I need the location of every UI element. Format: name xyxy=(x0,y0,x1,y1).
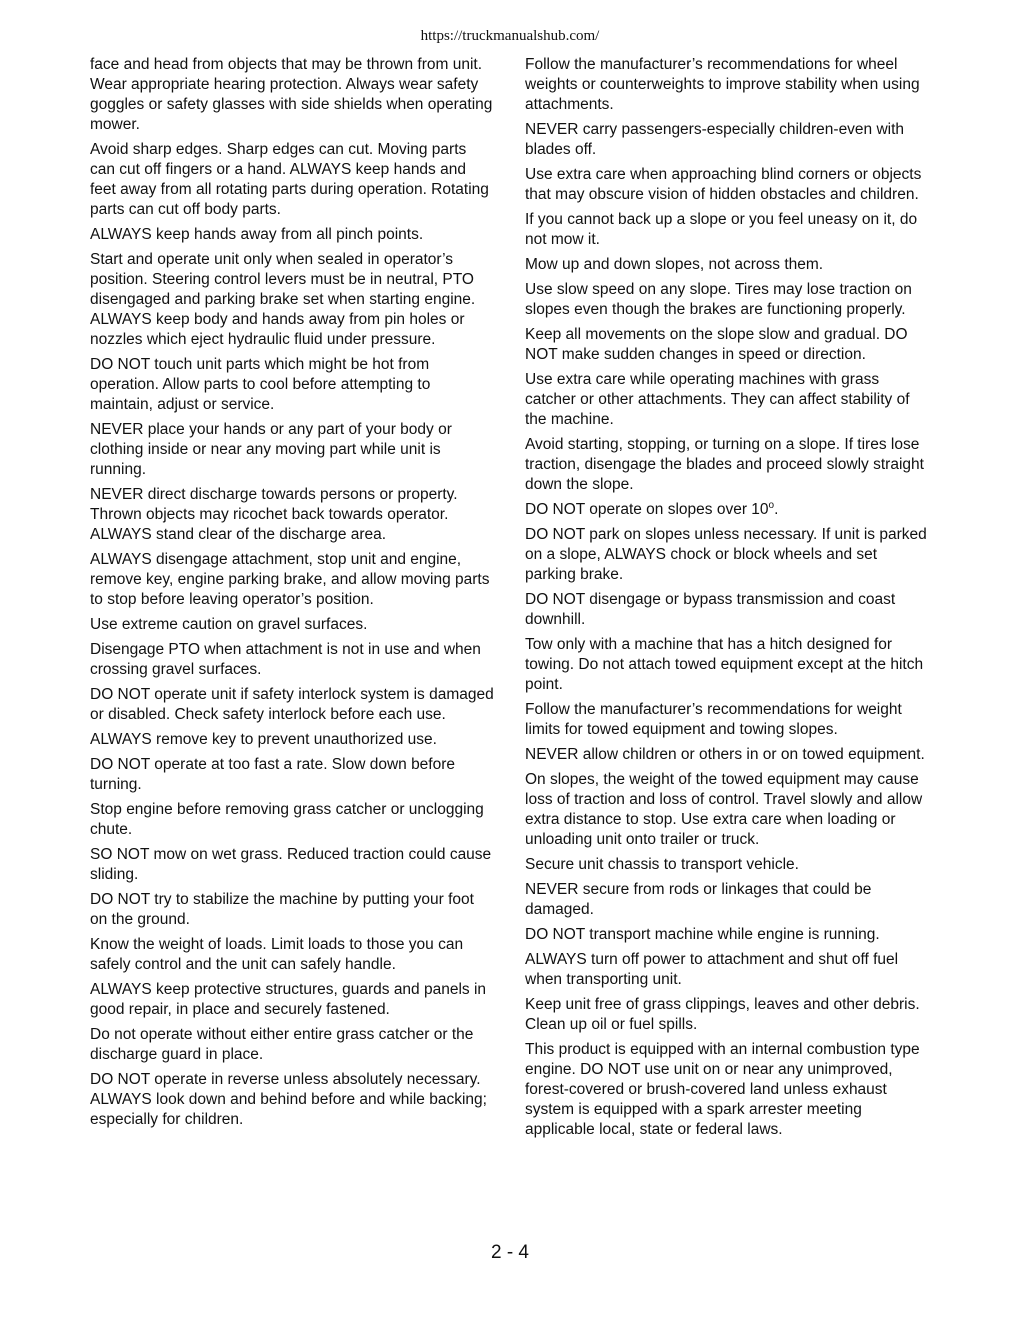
safety-paragraph: DO NOT park on slopes unless necessary. If unit is parked on a slope, ALWAYS chock or block wheels and set parking brake. xyxy=(525,526,927,583)
safety-paragraph: DO NOT operate in reverse unless absolutely necessary. ALWAYS look down and behind before and while backing; especially for children. xyxy=(90,1071,487,1128)
safety-paragraph: SO NOT mow on wet grass. Reduced traction could cause sliding. xyxy=(90,846,492,883)
left-column xyxy=(90,55,495,1135)
safety-paragraph: DO NOT transport machine while engine is running. xyxy=(525,926,880,943)
slope-limit-text: DO NOT operate on slopes over 10 xyxy=(525,501,769,518)
safety-paragraph: face and head from objects that may be thrown from unit. Wear appropriate hearing protection. Always wear safety goggles or safety glasses with side shields when operating mower. xyxy=(90,56,493,133)
safety-paragraph: NEVER direct discharge towards persons or property. Thrown objects may ricochet back towards operator. ALWAYS stand clear of the discharge area. xyxy=(90,486,458,543)
right-column xyxy=(525,55,930,1145)
safety-paragraph: Follow the manufacturer’s recommendations for wheel weights or counterweights to improve stability when using attachments. xyxy=(525,56,920,113)
safety-paragraph: ALWAYS turn off power to attachment and shut off fuel when transporting unit. xyxy=(525,951,899,988)
safety-paragraph: NEVER secure from rods or linkages that could be damaged. xyxy=(525,881,872,918)
slope-limit-end: . xyxy=(774,501,779,518)
safety-paragraph: Follow the manufacturer’s recommendations for weight limits for towed equipment and towing slopes. xyxy=(525,701,902,738)
safety-paragraph: Mow up and down slopes, not across them. xyxy=(525,256,824,273)
safety-paragraph: Know the weight of loads. Limit loads to those you can safely control and the unit can safely handle. xyxy=(90,936,464,973)
safety-paragraph: DO NOT disengage or bypass transmission and coast downhill. xyxy=(525,591,896,628)
safety-paragraph: ALWAYS keep hands away from all pinch points. xyxy=(90,226,424,243)
safety-paragraph: Avoid sharp edges. Sharp edges can cut. Moving parts can cut off fingers or a hand. ALWAYS keep hands and feet away from all rotating parts during operation. Rotating parts can cut off body parts. xyxy=(90,141,489,218)
safety-paragraph: Use slow speed on any slope. Tires may lose traction on slopes even though the brakes are functioning properly. xyxy=(525,281,912,318)
safety-paragraph: NEVER allow children or others in or on towed equipment. xyxy=(525,746,925,763)
degree-symbol: o xyxy=(768,499,775,511)
safety-paragraph: Tow only with a machine that has a hitch designed for towing. Do not attach towed equipment except at the hitch point. xyxy=(525,636,924,693)
safety-paragraph: Keep unit free of grass clippings, leaves and other debris. Clean up oil or fuel spills. xyxy=(525,996,920,1033)
page-number: 2 - 4 xyxy=(490,1242,530,1263)
safety-paragraph: DO NOT try to stabilize the machine by putting your foot on the ground. xyxy=(90,891,474,928)
source-url: https://truckmanualshub.com/ xyxy=(420,28,600,44)
safety-paragraph: Use extra care when approaching blind corners or objects that may obscure vision of hidden obstacles and children. xyxy=(525,166,922,203)
safety-paragraph: ALWAYS keep protective structures, guards and panels in good repair, in place and securely fastened. xyxy=(90,981,487,1018)
safety-paragraph: Keep all movements on the slope slow and gradual. DO NOT make sudden changes in speed or direction. xyxy=(525,326,908,363)
safety-paragraph: Stop engine before removing grass catcher or unclogging chute. xyxy=(90,801,484,838)
slope-limit-paragraph xyxy=(525,500,930,520)
safety-paragraph: Use extreme caution on gravel surfaces. xyxy=(90,616,368,633)
safety-paragraph: If you cannot back up a slope or you feel uneasy on it, do not mow it. xyxy=(525,211,918,248)
safety-paragraph: DO NOT operate at too fast a rate. Slow down before turning. xyxy=(90,756,456,793)
safety-paragraph: Start and operate unit only when sealed in operator’s position. Steering control levers must be in neutral, PTO disengaged and parking brake set when starting engine. ALWAYS keep body and hands away from pin holes or nozzles which eject hydraulic fluid under pressure. xyxy=(90,251,476,348)
safety-paragraph: Use extra care while operating machines with grass catcher or other attachments. They can affect stability of the machine. xyxy=(525,371,910,428)
safety-paragraph: ALWAYS remove key to prevent unauthorized use. xyxy=(90,731,437,748)
safety-paragraph: Do not operate without either entire grass catcher or the discharge guard in place. xyxy=(90,1026,474,1063)
safety-paragraph: ALWAYS disengage attachment, stop unit and engine, remove key, engine parking brake, and allow moving parts to stop before leaving operator’s position. xyxy=(90,551,490,608)
safety-paragraph: NEVER place your hands or any part of your body or clothing inside or near any moving part while unit is running. xyxy=(90,421,452,478)
safety-paragraph: DO NOT touch unit parts which might be hot from operation. Allow parts to cool before attempting to maintain, adjust or service. xyxy=(90,356,431,413)
safety-paragraph: On slopes, the weight of the towed equipment may cause loss of traction and loss of control. Travel slowly and allow extra distance to stop. Use extra care when loading or unloading unit onto trailer or truck. xyxy=(525,771,923,848)
safety-paragraph: Avoid starting, stopping, or turning on a slope. If tires lose traction, disengage the blades and proceed slowly straight down the slope. xyxy=(525,436,924,493)
safety-paragraph: This product is equipped with an internal combustion type engine. DO NOT use unit on or near any unimproved, forest-covered or brush-covered land unless exhaust system is equipped with a spark arrester meeting applicable local, state or federal laws. xyxy=(525,1041,920,1138)
safety-paragraph: NEVER carry passengers-especially children-even with blades off. xyxy=(525,121,905,158)
safety-paragraph: Secure unit chassis to transport vehicle. xyxy=(525,856,799,873)
safety-paragraph: Disengage PTO when attachment is not in use and when crossing gravel surfaces. xyxy=(90,641,481,678)
safety-paragraph: DO NOT operate unit if safety interlock system is damaged or disabled. Check safety interlock before each use. xyxy=(90,686,494,723)
